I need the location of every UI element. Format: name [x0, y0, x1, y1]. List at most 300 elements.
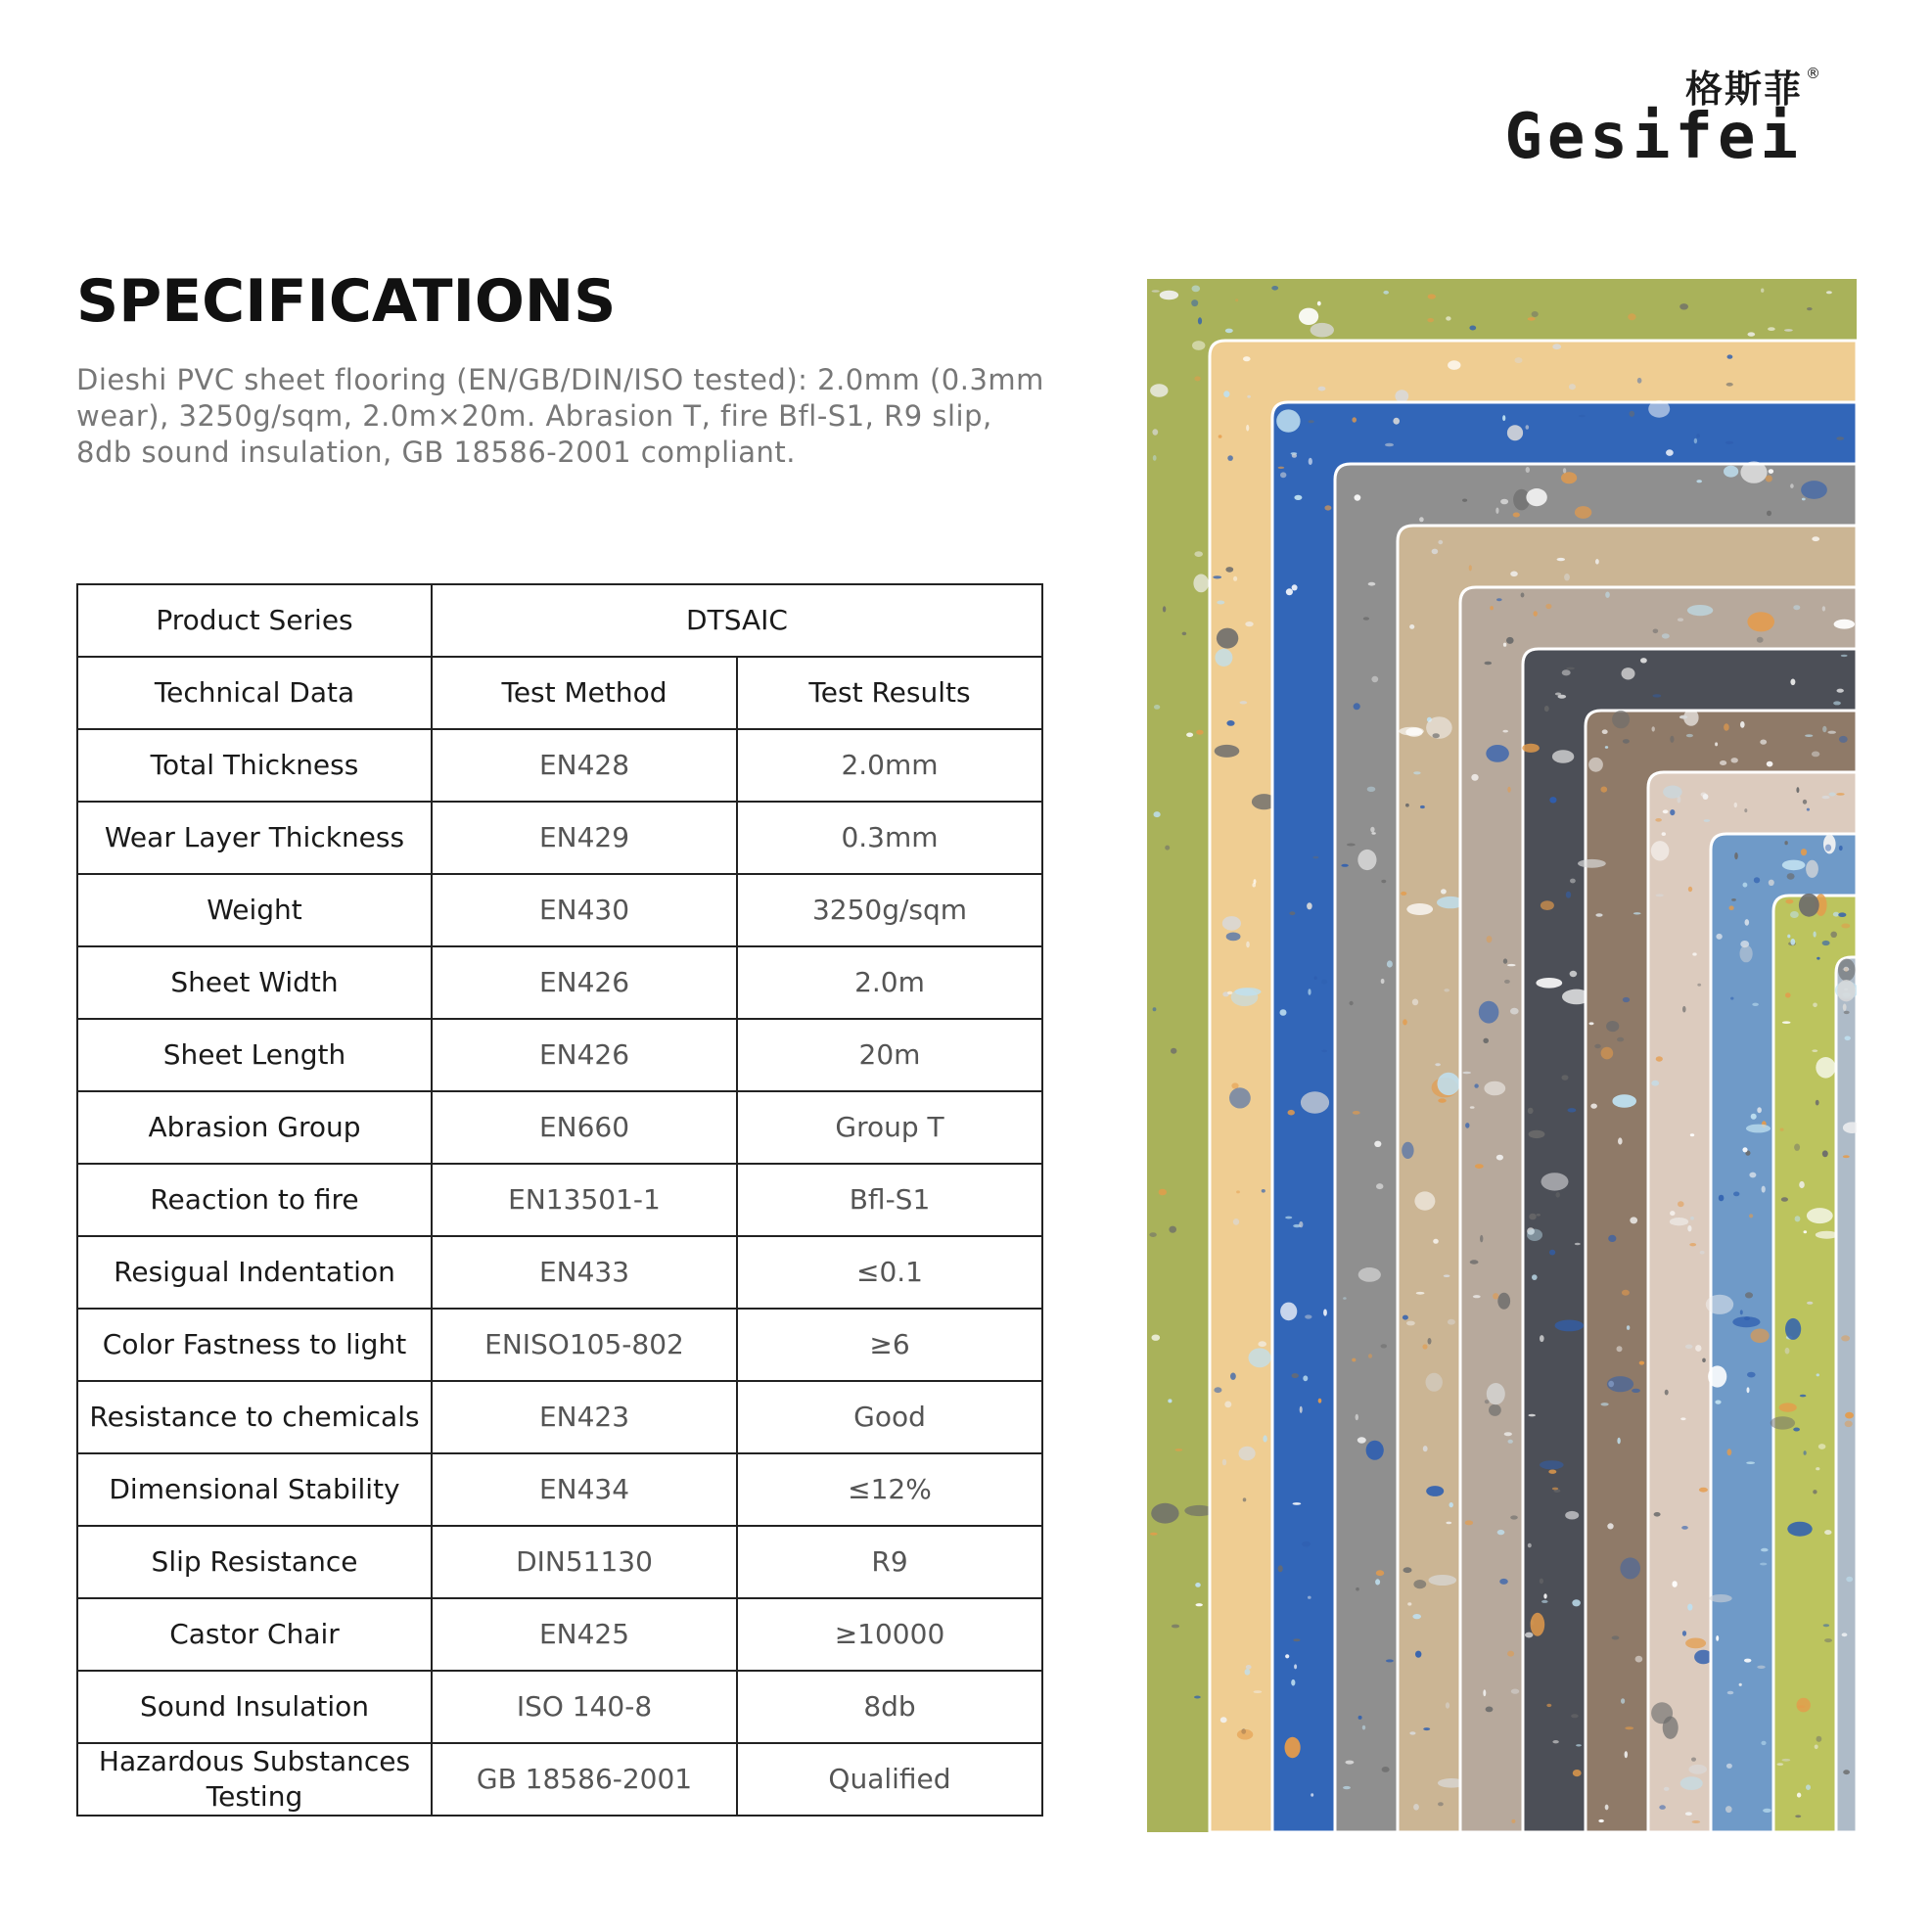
- speckle: [1648, 400, 1670, 418]
- speckle: [1672, 1581, 1677, 1587]
- speckle: [1214, 1387, 1221, 1393]
- speckle: [1781, 1197, 1788, 1202]
- speckle: [1504, 980, 1510, 984]
- speckle: [1243, 356, 1251, 361]
- speckle: [1799, 894, 1819, 917]
- speckle: [1564, 574, 1570, 580]
- speckle: [1403, 1567, 1412, 1573]
- speckle: [1625, 1751, 1628, 1758]
- speckle: [1217, 601, 1224, 605]
- speckle: [1836, 437, 1844, 439]
- speckle: [1406, 1321, 1415, 1326]
- speckle: [1757, 1666, 1765, 1669]
- speckle: [1747, 1387, 1750, 1393]
- speckle: [1194, 551, 1203, 557]
- speckle: [1403, 1315, 1408, 1320]
- speckle: [1841, 1335, 1850, 1341]
- speckle: [1816, 1100, 1819, 1106]
- speckle: [1278, 1565, 1283, 1572]
- speckle: [1528, 1108, 1534, 1114]
- speckle: [1357, 1437, 1366, 1443]
- speckle: [1236, 1190, 1240, 1193]
- speckle: [1301, 1091, 1329, 1113]
- speckle: [1462, 499, 1467, 502]
- speckle: [1474, 1083, 1478, 1087]
- speckle: [1422, 1344, 1427, 1349]
- speckle: [1470, 1260, 1479, 1264]
- speckle: [1226, 933, 1241, 942]
- speckle: [1557, 558, 1565, 561]
- speckle: [1806, 860, 1818, 878]
- speckle: [1617, 1037, 1624, 1042]
- speckle: [1653, 694, 1662, 697]
- speckle: [1171, 1048, 1176, 1054]
- speckle: [1299, 308, 1318, 325]
- speckle: [1818, 1444, 1826, 1449]
- speckle: [1254, 1690, 1263, 1693]
- speckle: [1446, 1522, 1451, 1525]
- speckle: [1839, 846, 1843, 851]
- speckle: [1692, 952, 1696, 955]
- speckle: [1227, 991, 1232, 994]
- speckle: [1784, 329, 1793, 332]
- speckle: [1347, 844, 1356, 847]
- speckle: [1822, 796, 1830, 799]
- speckle: [1412, 1614, 1421, 1619]
- speckle: [1245, 1669, 1251, 1676]
- speckle: [1243, 1497, 1247, 1501]
- test-result-cell: ≤0.1: [737, 1236, 1042, 1309]
- spec-item-cell: Dimensional Stability: [77, 1453, 432, 1526]
- speckle: [1807, 808, 1810, 811]
- speckle: [1719, 1195, 1725, 1202]
- speckle: [1630, 411, 1635, 417]
- table-row: [77, 1671, 1042, 1743]
- speckle: [1225, 567, 1233, 573]
- speckle: [1307, 902, 1312, 909]
- speckle: [1777, 1763, 1784, 1766]
- speckle: [1381, 880, 1386, 883]
- speckle: [1254, 879, 1257, 884]
- speckle: [1503, 958, 1507, 963]
- speckle: [1601, 1047, 1614, 1060]
- speckle: [1845, 1036, 1851, 1041]
- speckle: [1666, 449, 1674, 456]
- test-method-cell: EN423: [432, 1381, 737, 1453]
- speckle: [1555, 1320, 1585, 1332]
- speckle: [1441, 889, 1447, 894]
- speckle: [1742, 1147, 1747, 1152]
- speckle: [1670, 1218, 1688, 1225]
- speckle: [1745, 919, 1750, 926]
- speckle: [1420, 805, 1425, 808]
- speckle: [1733, 1192, 1739, 1197]
- speckle: [1578, 859, 1606, 868]
- speckle: [1368, 1354, 1372, 1358]
- speckle: [1726, 1764, 1732, 1769]
- speckle: [1285, 1217, 1292, 1219]
- speckle: [1540, 1579, 1543, 1585]
- speckle: [1324, 505, 1331, 510]
- product-series-row: [77, 584, 1042, 657]
- speckle: [1686, 734, 1693, 737]
- speckle: [1817, 957, 1819, 960]
- test-result-cell: 0.3mm: [737, 802, 1042, 874]
- speckle: [1280, 472, 1286, 478]
- speckle: [1343, 1297, 1347, 1300]
- table-row: [77, 1019, 1042, 1091]
- speckle: [1163, 606, 1166, 612]
- speckle: [1748, 332, 1756, 336]
- test-result-cell: ≤12%: [737, 1453, 1042, 1526]
- speckle: [1449, 1502, 1453, 1507]
- speckle: [1528, 317, 1536, 321]
- speckle: [1790, 679, 1795, 686]
- speckle: [1198, 317, 1202, 324]
- speckle: [1323, 1310, 1327, 1316]
- speckle: [1249, 1348, 1271, 1367]
- spec-item-cell: Resigual Indentation: [77, 1236, 432, 1309]
- speckle: [1438, 540, 1443, 544]
- speckle: [1761, 289, 1764, 293]
- speckle: [1787, 935, 1790, 939]
- speckle: [1812, 536, 1819, 541]
- test-result-cell: ≥6: [737, 1309, 1042, 1381]
- speckle: [1353, 1111, 1360, 1115]
- speckle: [1479, 1001, 1499, 1024]
- speckle: [1670, 736, 1674, 743]
- speckle: [1510, 572, 1518, 577]
- speckle: [1191, 299, 1198, 306]
- speckle: [1846, 1577, 1853, 1583]
- table-row: [77, 1453, 1042, 1526]
- speckle: [1355, 494, 1361, 500]
- speckle: [1761, 1741, 1766, 1745]
- speckle: [1680, 1776, 1703, 1790]
- speckle: [1444, 1274, 1450, 1277]
- speckle: [1220, 1717, 1227, 1723]
- speckle: [1429, 1575, 1457, 1586]
- speckle: [1438, 1098, 1446, 1102]
- speckle: [1413, 1804, 1419, 1811]
- speckle: [1503, 643, 1506, 647]
- speckle: [1309, 458, 1312, 465]
- speckle: [1552, 1488, 1558, 1491]
- speckle: [1690, 1133, 1694, 1136]
- speckle: [1761, 1548, 1769, 1552]
- speckle: [1510, 1008, 1519, 1015]
- speckle: [1374, 1141, 1381, 1147]
- speckle: [1230, 1373, 1236, 1380]
- speckle: [1568, 1108, 1577, 1112]
- speckle: [1150, 1533, 1158, 1536]
- speckle: [1403, 1019, 1407, 1025]
- speckle: [1800, 1395, 1806, 1398]
- speckle: [1734, 803, 1737, 807]
- spec-item-cell: Total Thickness: [77, 729, 432, 802]
- speckle: [1612, 711, 1630, 728]
- speckle: [1807, 1302, 1813, 1305]
- speckle: [1651, 1702, 1673, 1724]
- speckle: [1744, 1659, 1751, 1663]
- speckle: [1409, 1731, 1415, 1734]
- speckle: [1486, 1707, 1494, 1713]
- test-method-cell: ISO 140-8: [432, 1671, 737, 1743]
- speckle: [1572, 1599, 1581, 1606]
- speckle: [1193, 575, 1209, 593]
- speckle: [1803, 800, 1807, 805]
- speckle: [1358, 1716, 1362, 1720]
- speckle: [1354, 703, 1360, 710]
- speckle: [1579, 415, 1586, 417]
- speckle: [1804, 1230, 1808, 1233]
- speckle: [1280, 1009, 1287, 1016]
- spec-item-cell: Reaction to fire: [77, 1164, 432, 1236]
- speckle: [1655, 818, 1662, 822]
- speckle: [1760, 1563, 1767, 1566]
- speckle: [1780, 1128, 1784, 1131]
- table-row: [77, 1526, 1042, 1598]
- speckle: [1694, 438, 1697, 443]
- speckle: [1526, 425, 1530, 430]
- speckle: [1529, 1130, 1545, 1138]
- speckle: [1685, 1638, 1706, 1649]
- speckle: [1729, 905, 1734, 910]
- speckle: [1305, 1314, 1311, 1318]
- speckle: [1247, 395, 1251, 398]
- speckle: [1381, 979, 1385, 984]
- speckle: [1739, 1683, 1742, 1686]
- speckle: [1540, 1335, 1544, 1342]
- speckle: [1679, 715, 1687, 719]
- speckle: [1715, 742, 1718, 746]
- speckle: [1151, 1503, 1178, 1524]
- speckle: [1799, 1181, 1805, 1188]
- speckle: [1427, 318, 1434, 322]
- speckle: [1495, 508, 1498, 514]
- speckle: [1506, 637, 1514, 644]
- speckle: [1822, 1150, 1828, 1157]
- speckle: [1710, 1594, 1732, 1602]
- speckle: [1771, 1416, 1795, 1429]
- speckle: [1782, 1759, 1791, 1762]
- speckle: [1730, 997, 1733, 1000]
- speckle: [1679, 303, 1688, 309]
- speckle: [1527, 1229, 1542, 1241]
- speckle: [1690, 1217, 1694, 1220]
- speckle: [1490, 606, 1494, 610]
- speckle: [1651, 1081, 1659, 1086]
- speckle: [1768, 327, 1775, 331]
- speckle: [1827, 731, 1836, 734]
- test-result-cell: 2.0mm: [737, 729, 1042, 802]
- speckle: [1444, 989, 1449, 991]
- speckle: [1612, 1094, 1636, 1107]
- speckle: [1233, 576, 1237, 581]
- speckle: [1194, 1696, 1201, 1699]
- speckle: [1706, 1295, 1733, 1314]
- speckle: [1682, 1006, 1686, 1013]
- speckle: [1485, 1400, 1490, 1403]
- speckle: [1321, 980, 1327, 985]
- speckle: [1406, 903, 1433, 915]
- speckle: [1414, 1191, 1435, 1210]
- test-method-cell: EN428: [432, 729, 737, 802]
- speckle: [1793, 605, 1800, 610]
- speckle: [1727, 1691, 1734, 1695]
- speckle: [1152, 290, 1160, 293]
- flooring-samples-graphic: [1147, 279, 1857, 1832]
- test-method-cell: EN433: [432, 1236, 737, 1309]
- speckle: [1824, 1530, 1831, 1535]
- speckle: [1541, 1173, 1569, 1190]
- speckle: [1766, 476, 1772, 483]
- test-result-cell: R9: [737, 1526, 1042, 1598]
- speckle: [1356, 1587, 1359, 1591]
- speckle: [1687, 1225, 1691, 1231]
- speckle: [1793, 1428, 1800, 1432]
- speckle: [1294, 1664, 1297, 1669]
- speckle: [1222, 1459, 1226, 1466]
- spec-item-cell: Sound Insulation: [77, 1671, 432, 1743]
- speckle: [1601, 787, 1608, 793]
- speckle: [1562, 669, 1571, 675]
- speckle: [1473, 1295, 1481, 1298]
- spec-item-cell: Resistance to chemicals: [77, 1381, 432, 1453]
- speckle: [1407, 1602, 1411, 1605]
- speckle: [1513, 513, 1520, 518]
- speckle: [1285, 1654, 1289, 1658]
- speckle: [1795, 1815, 1801, 1817]
- speckle: [1782, 860, 1806, 871]
- speckle: [1196, 1603, 1203, 1606]
- speckle: [1797, 1698, 1811, 1713]
- speckle: [1341, 864, 1348, 867]
- speckle: [1697, 984, 1701, 987]
- speckle: [1541, 900, 1554, 910]
- speckle: [1561, 472, 1577, 483]
- table-row: [77, 1091, 1042, 1164]
- speckle: [1795, 1216, 1801, 1221]
- speckle: [1817, 1736, 1822, 1742]
- table-row: [77, 729, 1042, 802]
- speckle: [1402, 1142, 1413, 1159]
- speckle: [1245, 621, 1253, 626]
- speckle: [1670, 809, 1675, 815]
- speckle: [1150, 384, 1168, 397]
- speckle: [1769, 880, 1774, 886]
- speckle: [1321, 1050, 1327, 1053]
- speckle: [1817, 1373, 1819, 1376]
- speckle: [1371, 832, 1375, 834]
- speckle: [1608, 1235, 1616, 1242]
- speckle: [1280, 1303, 1297, 1321]
- speckle: [1813, 1003, 1817, 1008]
- speckle: [1633, 912, 1641, 914]
- spec-item-cell: Slip Resistance: [77, 1526, 432, 1598]
- speckle: [1617, 1346, 1623, 1352]
- speckle: [1552, 750, 1574, 763]
- speckle: [1317, 301, 1321, 306]
- speckle: [1617, 1438, 1620, 1445]
- speckle: [1548, 1470, 1556, 1474]
- product-series-label: Product Series: [77, 584, 432, 657]
- test-method-cell: GB 18586-2001: [432, 1743, 737, 1816]
- speckle: [1531, 1613, 1545, 1636]
- spec-item-cell: Weight: [77, 874, 432, 946]
- speckle: [1573, 1770, 1582, 1776]
- speckle: [1607, 1523, 1613, 1529]
- speckle: [1448, 360, 1460, 370]
- speckle: [1784, 841, 1787, 845]
- speckle: [1822, 941, 1830, 945]
- speckle: [1843, 1004, 1847, 1011]
- speckle: [1475, 1164, 1484, 1169]
- speckle: [1222, 916, 1241, 931]
- speckle: [1807, 1208, 1833, 1223]
- speckle: [1358, 1267, 1381, 1282]
- speckle: [1700, 1251, 1705, 1255]
- speckle: [1160, 291, 1178, 299]
- speckle: [1822, 726, 1826, 732]
- test-method-cell: ENISO105-802: [432, 1309, 737, 1381]
- speckle: [1575, 506, 1591, 519]
- spec-item-cell: Sheet Width: [77, 946, 432, 1019]
- speckle: [1779, 1403, 1797, 1411]
- speckle: [1507, 425, 1523, 440]
- speckle: [1366, 1441, 1384, 1460]
- speckle: [1525, 1633, 1533, 1638]
- speckle: [1747, 1372, 1756, 1378]
- speckle: [1368, 582, 1376, 586]
- speckle: [1413, 1580, 1426, 1588]
- speckle: [1562, 1075, 1569, 1081]
- test-result-cell: Bfl-S1: [737, 1164, 1042, 1236]
- speckle: [1500, 499, 1508, 505]
- speckle: [1813, 1490, 1817, 1494]
- header-test-results: Test Results: [737, 657, 1042, 729]
- speckle: [1300, 1406, 1303, 1413]
- speckle: [1350, 1001, 1354, 1005]
- speckle: [1165, 846, 1170, 851]
- speckle: [1605, 592, 1610, 598]
- speckle: [1175, 1449, 1183, 1451]
- speckle: [1752, 1003, 1759, 1006]
- speckle: [1653, 629, 1659, 634]
- speckle: [1588, 758, 1603, 772]
- speckle: [1687, 605, 1713, 616]
- speckle: [1682, 1631, 1686, 1636]
- speckle: [1656, 894, 1664, 897]
- speckle: [1448, 1319, 1455, 1325]
- speckle: [1746, 1125, 1771, 1133]
- speckle: [1409, 624, 1414, 629]
- table-row: [77, 874, 1042, 946]
- speckle: [1311, 323, 1334, 338]
- speckle: [1308, 1596, 1311, 1599]
- speckle: [1665, 1390, 1669, 1396]
- speckle: [1570, 879, 1576, 884]
- speckle: [1196, 730, 1203, 735]
- speckle: [1826, 291, 1832, 294]
- table-row: [77, 1164, 1042, 1236]
- speckle: [1483, 1689, 1486, 1696]
- speckle: [1816, 1467, 1819, 1470]
- speckle: [1555, 693, 1561, 696]
- speckle: [1511, 1689, 1519, 1694]
- speckle: [1743, 883, 1748, 888]
- speckle: [1224, 1402, 1231, 1408]
